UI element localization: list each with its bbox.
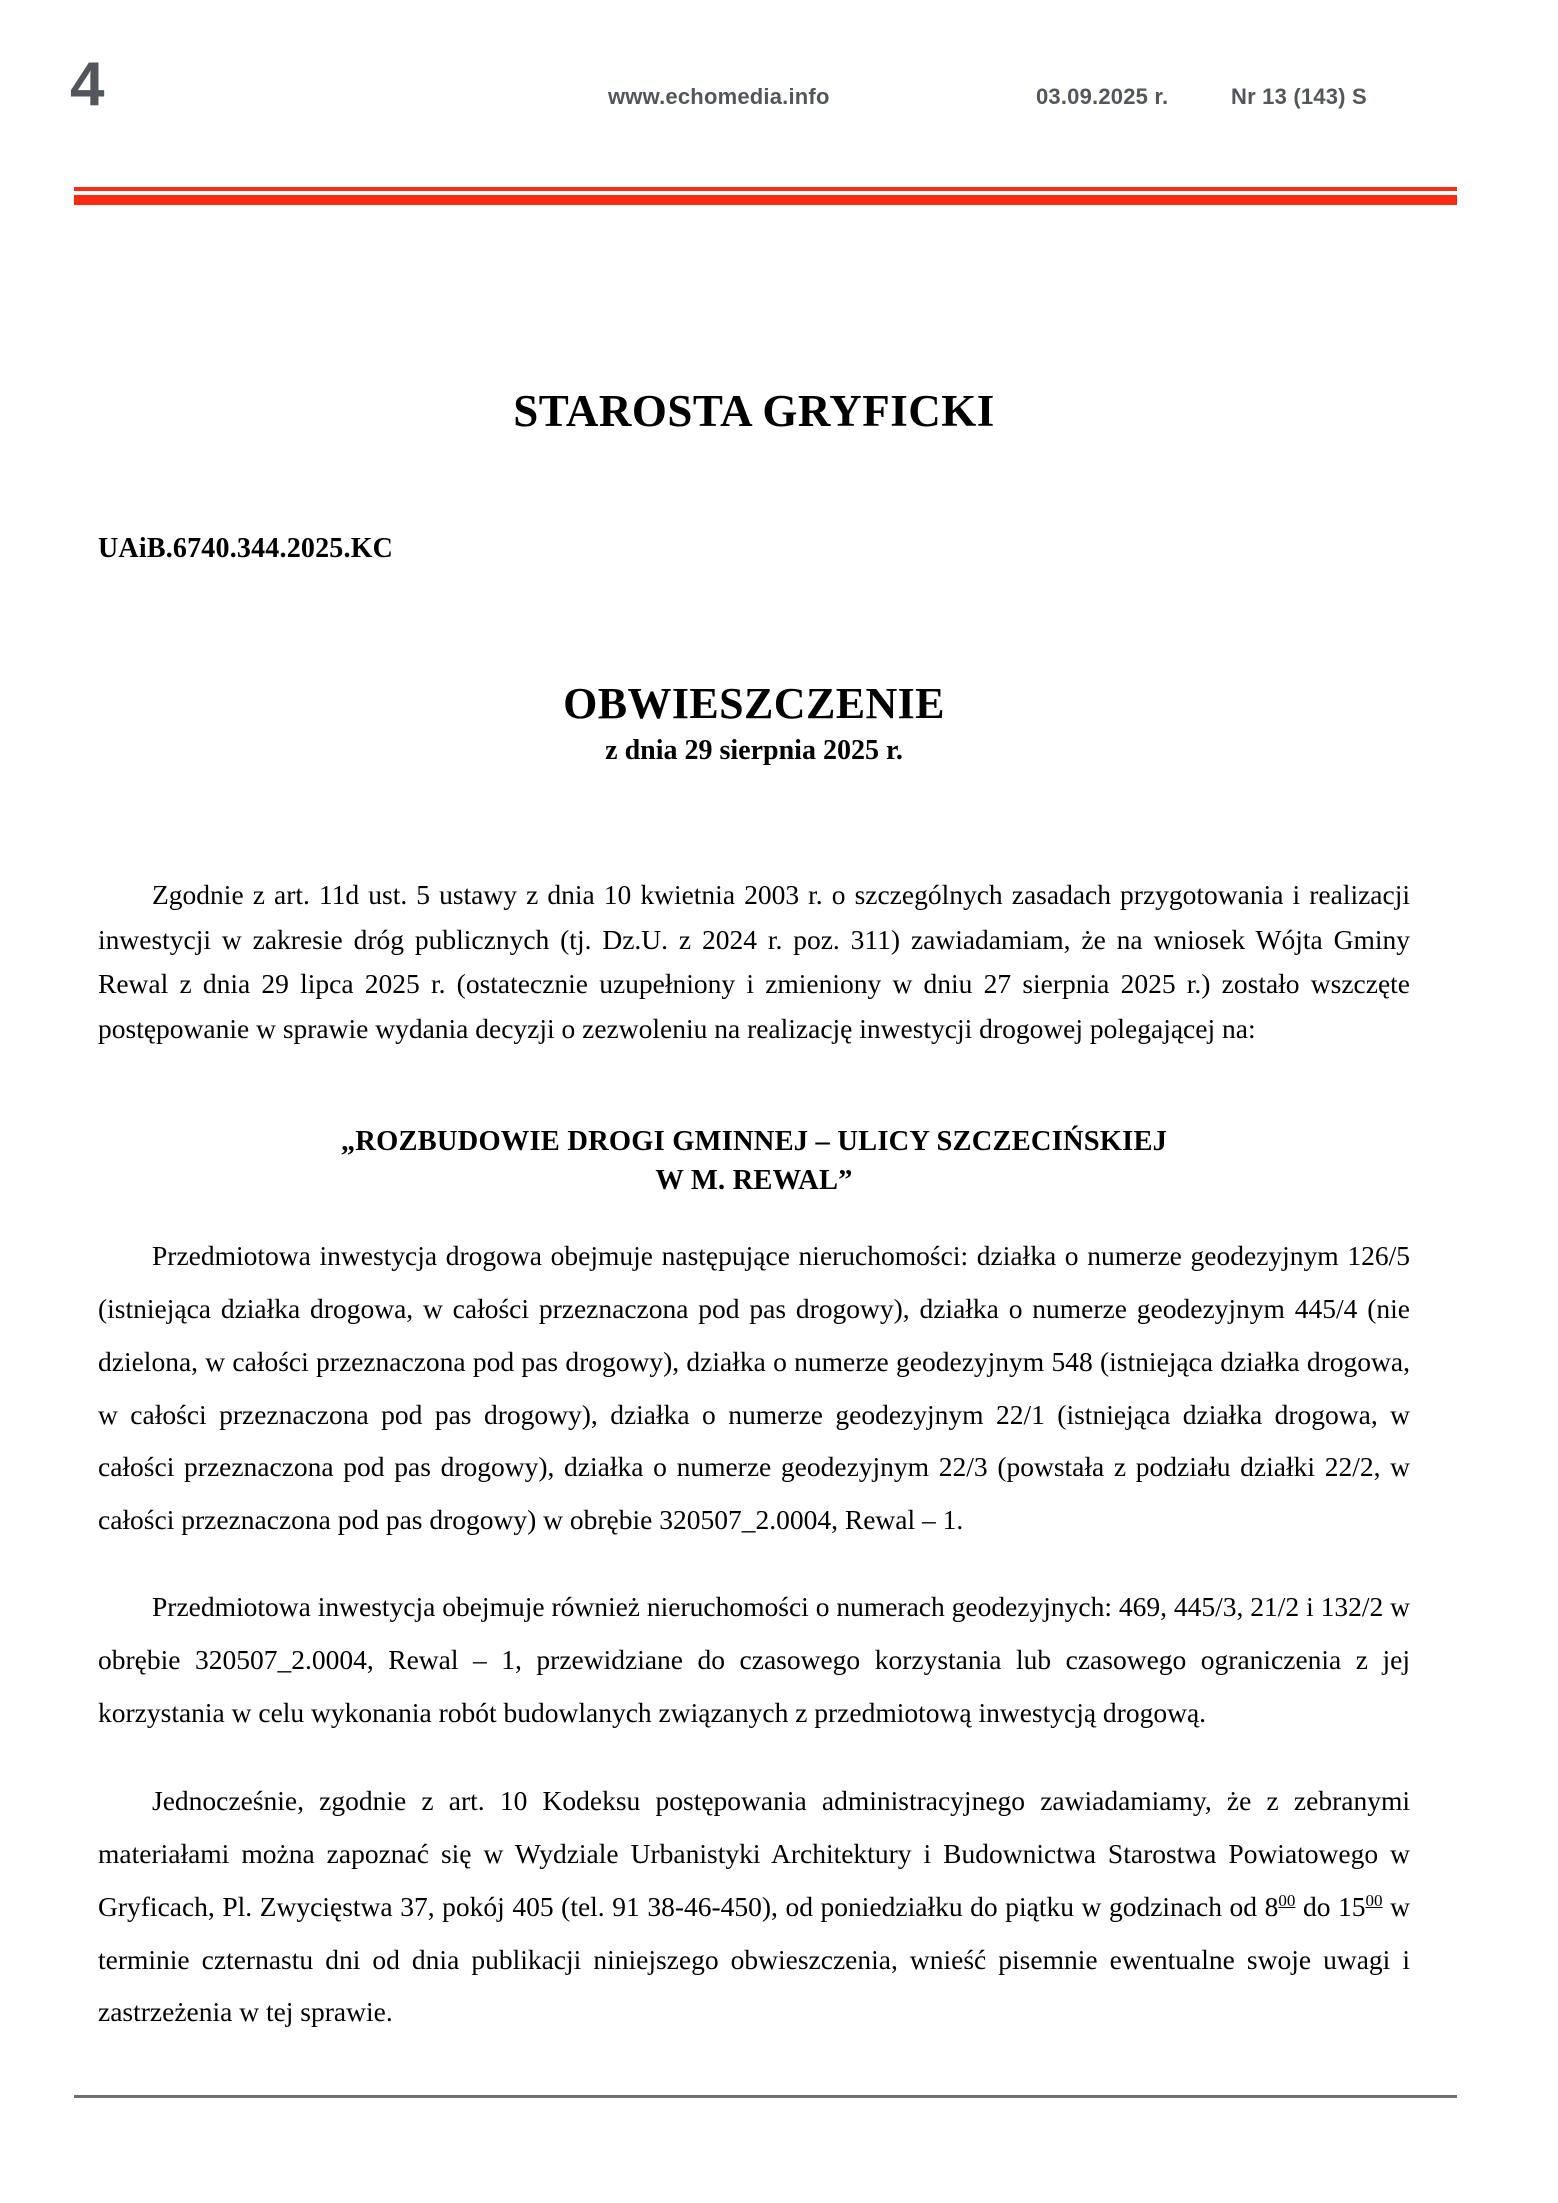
notice-document xyxy=(98,240,1410,2067)
reference-number: UAiB.6740.344.2025.KC xyxy=(98,533,394,564)
notice-heading: OBWIESZCZENIE xyxy=(563,679,945,728)
information-text-part-1: Jednocześnie, zgodnie z art. 10 Kodeksu postępowania administracyjnego zawiadamiamy, że z zebranymi materiałami można zapoznać się w Wydziale Urbanistyki Architektury i Budownictwa Starostwa Powiatowego w Gryficach, Pl. Zwycięstwa 37, pokój 405 (tel. 91 38-46-450), od poniedziałku do piątku w godzinach od 8 xyxy=(98,1785,1410,1922)
closing-hour-superscript: 00 xyxy=(1365,1890,1383,1910)
notice-date: z dnia 29 sierpnia 2025 r. xyxy=(605,735,903,766)
authority-title: STAROSTA GRYFICKI xyxy=(513,386,995,436)
investment-subject-line-2: W M. REWAL” xyxy=(655,1164,853,1196)
page-number: 4 xyxy=(70,50,104,119)
masthead-website: www.echomedia.info xyxy=(608,84,830,109)
information-paragraph xyxy=(98,1775,1410,2039)
footer-rule xyxy=(74,2095,1457,2098)
investment-subject-line-1: „ROZBUDOWIE DROGI GMINNEJ – ULICY SZCZECIŃSKIEJ xyxy=(340,1126,1168,1158)
masthead-rule-thick xyxy=(74,195,1457,205)
information-text-part-3: w terminie czternastu dni od dnia publikacji niniejszego obwieszczenia, wnieść pisemnie ewentualne swoje uwagi i zastrzeżenia w tej sprawie. xyxy=(98,1890,1410,2028)
information-text-part-2: do 15 xyxy=(1295,1890,1366,1922)
temporary-use-paragraph: Przedmiotowa inwestycja obejmuje również nieruchomości o numerach geodezyjnych: 469, 445/3, 21/2 i 132/2 w obrębie 320507_2.0004, Rewal – 1, przewidziane do czasowego korzystania lub czasowego ograniczenia z jej korzystania w celu wykonania robót budowlanych związanych z przedmiotową inwestycją drogową. xyxy=(98,1590,1410,1728)
masthead-date: 03.09.2025 r. xyxy=(1036,84,1169,109)
intro-paragraph: Zgodnie z art. 11d ust. 5 ustawy z dnia 10 kwietnia 2003 r. o szczególnych zasadach przygotowania i realizacji inwestycji w zakresie dróg publicznych (tj. Dz.U. z 2024 r. poz. 311) zawiadamiam, że na wniosek Wójta Gminy Rewal z dnia 29 lipca 2025 r. (ostatecznie uzupełniony i zmieniony w dniu 27 sierpnia 2025 r.) zostało wszczęte postępowanie w sprawie wydania decyzji o zezwoleniu na realizację inwestycji drogowej polegającej na: xyxy=(98,879,1410,1044)
opening-hour-superscript: 00 xyxy=(1278,1890,1296,1910)
masthead-issue-number: Nr 13 (143) S xyxy=(1231,84,1367,109)
investment-subject-title xyxy=(98,1123,1410,1200)
masthead-rule-thin xyxy=(74,187,1457,191)
plots-paragraph: Przedmiotowa inwestycja drogowa obejmuje następujące nieruchomości: działka o numerze geodezyjnym 126/5 (istniejąca działka drogowa, w całości przeznaczona pod pas drogowy), działka o numerze geodezyjnym 445/4 (nie dzielona, w całości przeznaczona pod pas drogowy), działka o numerze geodezyjnym 548 (istniejąca działka drogowa, w całości przeznaczona pod pas drogowy), działka o numerze geodezyjnym 22/1 (istniejąca działka drogowa, w całości przeznaczona pod pas drogowy), działka o numerze geodezyjnym 22/3 (powstała z podziału działki 22/2, w całości przeznaczona pod pas drogowy) w obrębie 320507_2.0004, Rewal – 1. xyxy=(98,1240,1410,1536)
masthead xyxy=(0,50,1558,130)
